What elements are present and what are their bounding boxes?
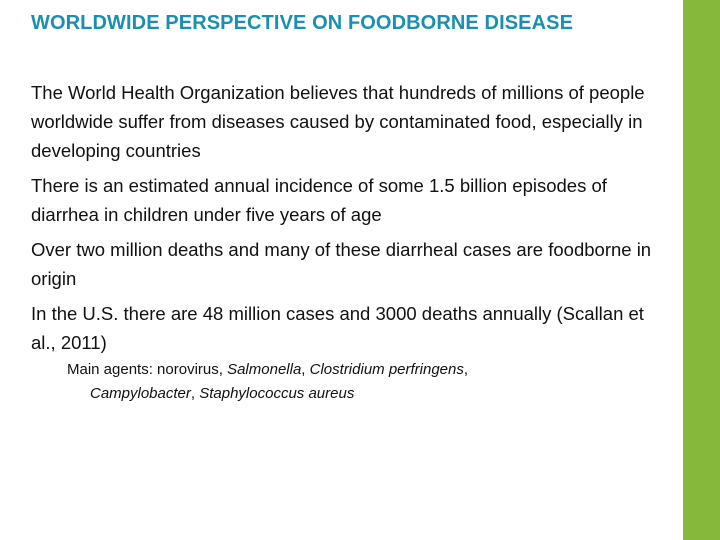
bullet-item: The World Health Organization believes that hundreds of millions of people worldwide suffer from diseases caused by contaminated food, especially in developing countries bbox=[31, 82, 645, 161]
bullet-list bbox=[31, 78, 671, 363]
bullet-item: Over two million deaths and many of these diarrheal cases are foodborne in origin bbox=[31, 239, 652, 289]
note-separator: , bbox=[463, 361, 469, 378]
agent-staphylococcus: Staphylococcus aureus bbox=[199, 385, 355, 402]
note-prefix: Main agents: norovirus, bbox=[67, 361, 228, 378]
note-second-line bbox=[67, 382, 647, 406]
agent-salmonella: Salmonella bbox=[227, 361, 302, 378]
slide-title: WORLDWIDE PERSPECTIVE ON FOODBORNE DISEASE bbox=[31, 12, 574, 34]
agent-campylobacter: Campylobacter bbox=[90, 385, 191, 402]
bullet-item: In the U.S. there are 48 million cases and 3000 deaths annually (Scallan et al., 2011) bbox=[31, 303, 644, 353]
note-separator: , bbox=[301, 361, 310, 378]
agent-clostridium: Clostridium perfringens bbox=[309, 361, 464, 378]
main-agents-note bbox=[67, 358, 647, 406]
note-separator: , bbox=[190, 385, 200, 402]
bullet-item: There is an estimated annual incidence of some 1.5 billion episodes of diarrhea in children under five years of age bbox=[31, 175, 607, 225]
accent-side-bar bbox=[680, 0, 720, 540]
side-bar-divider bbox=[680, 0, 683, 540]
